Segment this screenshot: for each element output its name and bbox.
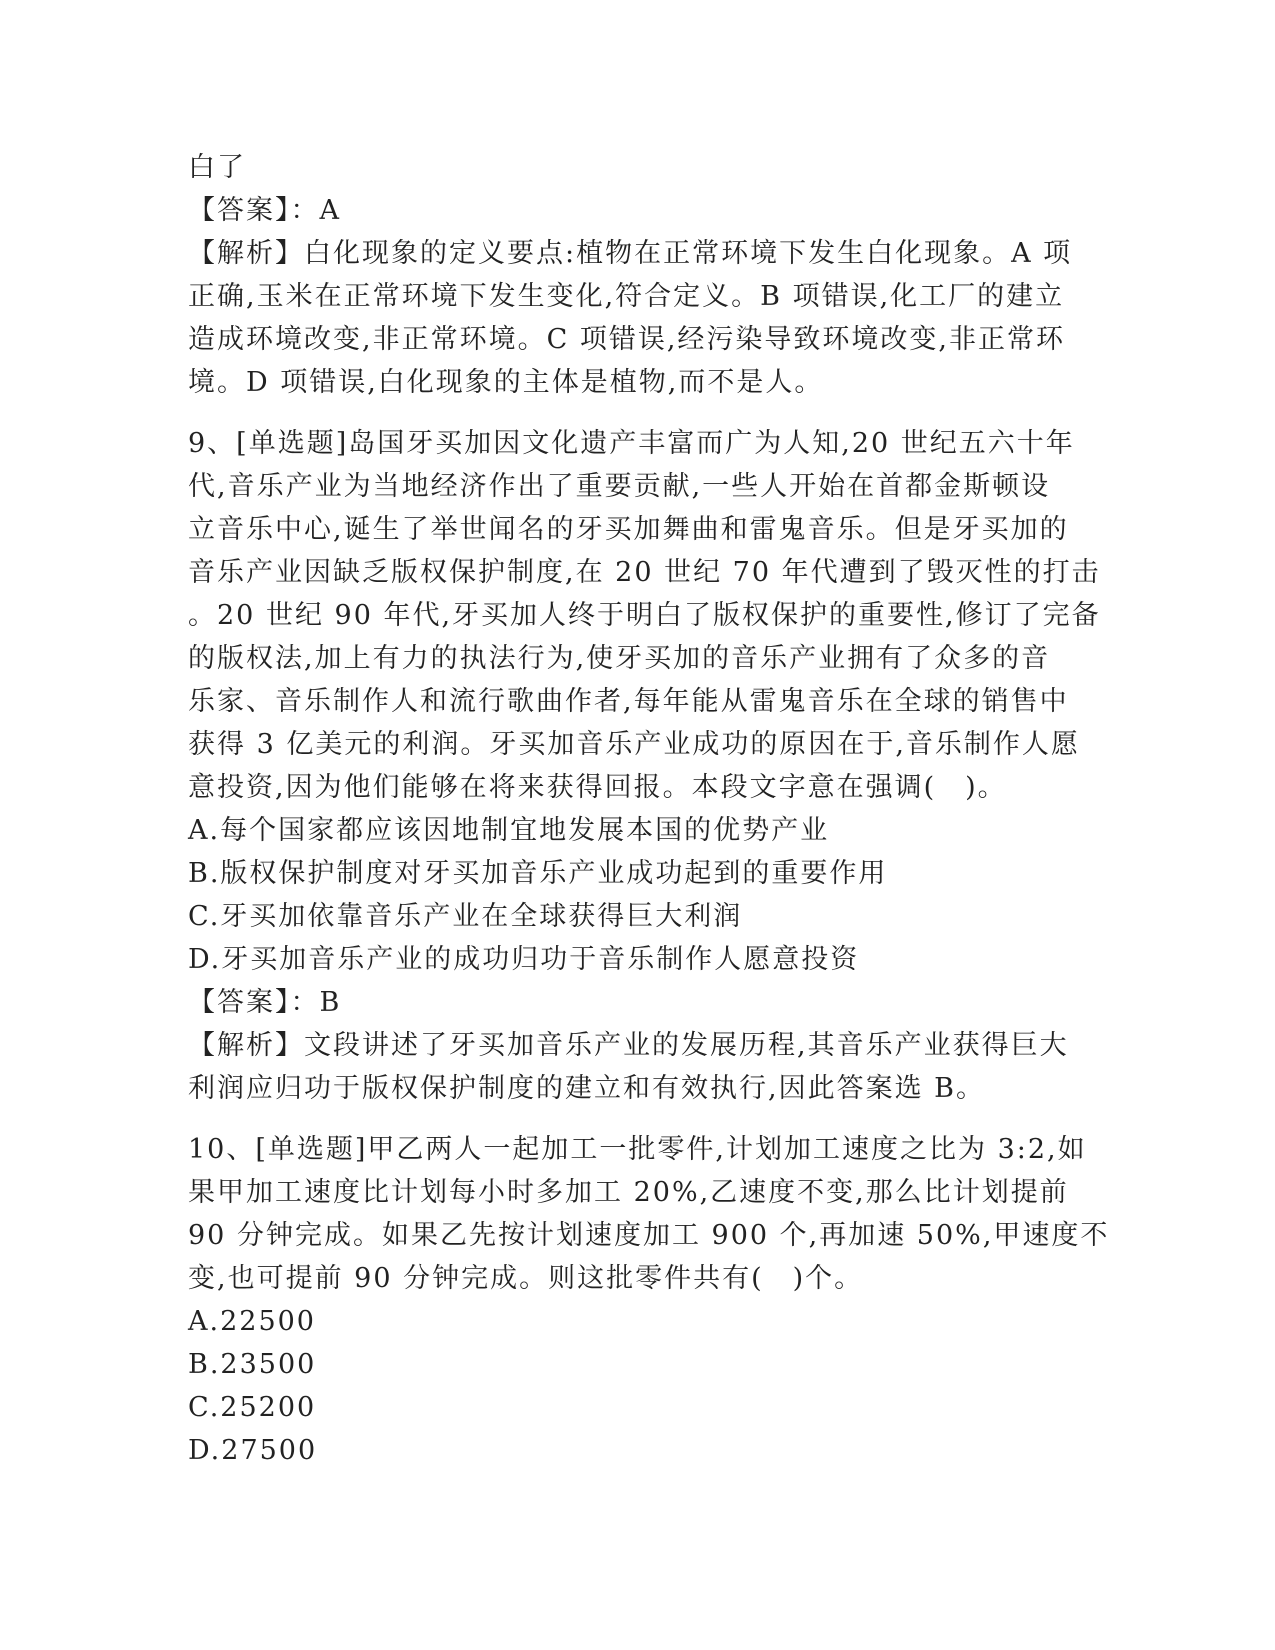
stem-line: 白了 [188,152,246,183]
stem-line: 立音乐中心,诞生了举世闻名的牙买加舞曲和雷鬼音乐。但是牙买加的 [188,514,1069,545]
analysis-line: 利润应归功于版权保护制度的建立和有效执行,因此答案选 B。 [188,1073,986,1104]
stem-line: 10、[单选题]甲乙两人一起加工一批零件,计划加工速度之比为 3:2,如 [188,1134,1087,1165]
option-d: D.27500 [188,1435,318,1466]
analysis-line: 造成环境改变,非正常环境。C 项错误,经污染导致环境改变,非正常环 [188,324,1065,355]
option-b: B.23500 [188,1349,317,1380]
option-a: A.每个国家都应该因地制宜地发展本国的优势产业 [188,815,830,846]
stem-line: 。20 世纪 90 年代,牙买加人终于明白了版权保护的重要性,修订了完备 [188,600,1101,631]
answer-line: 【答案】：A [188,195,341,226]
previous-question-tail [188,146,1088,404]
question-10 [188,1128,1110,1472]
stem-line: 意投资,因为他们能够在将来获得回报。本段文字意在强调( )。 [188,772,1007,803]
analysis-line: 【解析】白化现象的定义要点:植物在正常环境下发生白化现象。A 项 [188,238,1073,269]
spacer [188,404,1088,422]
stem-line: 音乐产业因缺乏版权保护制度,在 20 世纪 70 年代遭到了毁灭性的打击 [188,557,1101,588]
stem-line: 果甲加工速度比计划每小时多加工 20%,乙速度不变,那么比计划提前 [188,1177,1069,1208]
analysis-line: 正确,玉米在正常环境下发生变化,符合定义。B 项错误,化工厂的建立 [188,281,1065,312]
analysis-line: 境。D 项错误,白化现象的主体是植物,而不是人。 [188,367,824,398]
stem-line: 的版权法,加上有力的执法行为,使牙买加的音乐产业拥有了众多的音 [188,643,1051,674]
spacer [188,1110,1088,1128]
analysis-line: 【解析】文段讲述了牙买加音乐产业的发展历程,其音乐产业获得巨大 [188,1030,1069,1061]
stem-line: 9、[单选题]岛国牙买加因文化遗产丰富而广为人知,20 世纪五六十年 [188,428,1075,459]
answer-line: 【答案】：B [188,987,342,1018]
option-c: C.牙买加依靠音乐产业在全球获得巨大利润 [188,901,743,932]
question-9 [188,422,1101,1110]
stem-line: 变,也可提前 90 分钟完成。则这批零件共有( )个。 [188,1263,864,1294]
option-c: C.25200 [188,1392,317,1423]
stem-line: 代,音乐产业为当地经济作出了重要贡献,一些人开始在首都金斯顿设 [188,471,1051,502]
stem-line: 90 分钟完成。如果乙先按计划速度加工 900 个,再加速 50%,甲速度不 [188,1220,1110,1251]
option-a: A.22500 [188,1306,316,1337]
document-page [188,146,1110,1472]
option-d: D.牙买加音乐产业的成功归功于音乐制作人愿意投资 [188,944,860,975]
stem-line: 获得 3 亿美元的利润。牙买加音乐产业成功的原因在于,音乐制作人愿 [188,729,1080,760]
stem-line: 乐家、音乐制作人和流行歌曲作者,每年能从雷鬼音乐在全球的销售中 [188,686,1069,717]
option-b: B.版权保护制度对牙买加音乐产业成功起到的重要作用 [188,858,888,889]
